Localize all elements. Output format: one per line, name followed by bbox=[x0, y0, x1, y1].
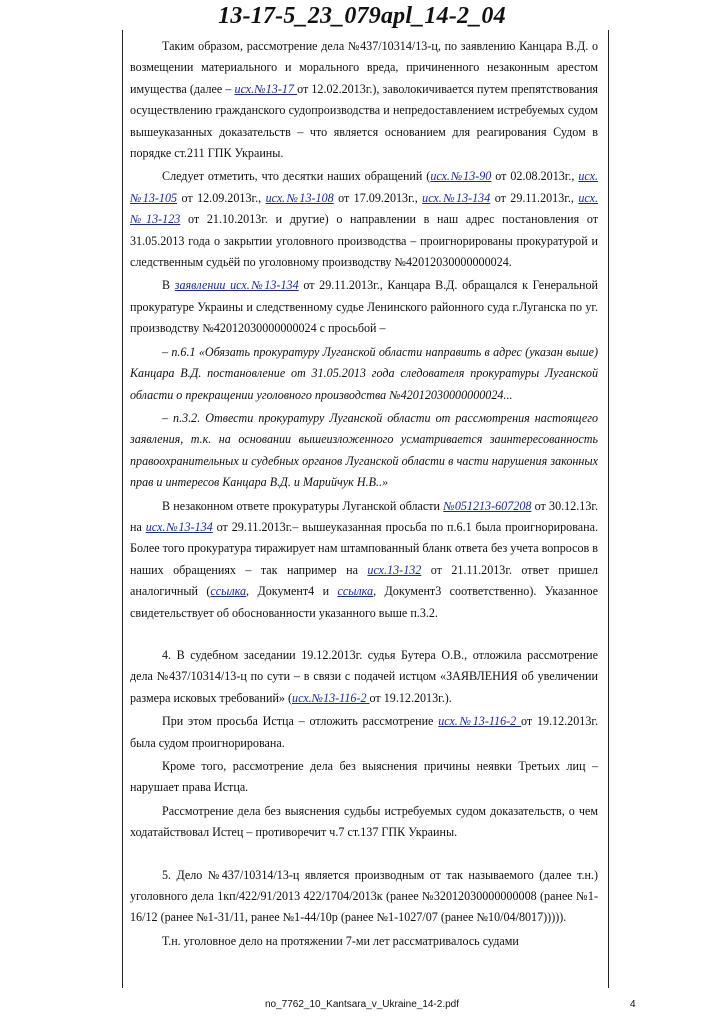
quoted-paragraph bbox=[130, 408, 598, 494]
paragraph-text: от 21.11.2013г. ответ пришел аналогичный ( bbox=[130, 562, 599, 599]
document-link[interactable]: исх.13-132 bbox=[367, 562, 422, 577]
body-paragraph bbox=[130, 645, 598, 709]
document-link[interactable]: исх.№13-17 bbox=[234, 81, 298, 96]
body-paragraph bbox=[130, 756, 598, 799]
paragraph-text: от 12.02.2013г.), заволокичивается путем препятствования осуществлению гражданского судопроизводства и непредоставлением истребуемых судом вышеуказанных доказательств – что является основанием для реагирования Судом в порядке ст.211 ГПК Украины. bbox=[130, 81, 598, 161]
body-paragraph bbox=[130, 711, 598, 754]
paragraph-text: от 02.08.2013г., bbox=[491, 169, 579, 184]
paragraph-text: от 21.10.2013г. и другие) о направлении в наш адрес постановления от 31.05.2013 года о закрытии уголовного производства – проигнорированы прокуратурой и следственным судьёй по уголовному производству №42012030000000024. bbox=[130, 212, 598, 270]
paragraph-text: – п.6.1 «Обязать прокуратуру Луганской области направить в адрес (указан выше) Канцара В.Д. постановление от 31.05.2013 года следователя прокуратуры Луганской области о прекращении уголовного производства №42012030000000024... bbox=[130, 344, 598, 402]
paragraph-text: от 19.12.2013г. была судом проигнорирована. bbox=[130, 714, 598, 750]
document-link[interactable]: исх.№13-116-2 bbox=[438, 714, 521, 729]
paragraph-text: от 29.11.2013г.– вышеуказанная просьба по п.6.1 была проигнорирована. Более того прокуратура тиражирует нам штампованный бланк ответа без учета вопросов в наших обращениях – так например на bbox=[130, 519, 599, 577]
paragraph-text: , Документ3 соответственно). Указанное свидетельствует об обоснованности указанного выше п.3.2. bbox=[130, 584, 599, 620]
document-body bbox=[130, 34, 598, 952]
document-link[interactable]: исх.№13-134 bbox=[145, 519, 213, 534]
paragraph-text: В bbox=[162, 278, 175, 293]
body-paragraph bbox=[130, 36, 598, 164]
document-link[interactable]: исх.№13-116-2 bbox=[292, 690, 370, 705]
paragraph-text: от 12.09.2013г., bbox=[177, 190, 266, 205]
document-link[interactable]: исх.№13-108 bbox=[265, 190, 334, 205]
document-link[interactable]: ссылка bbox=[337, 584, 374, 599]
paragraph-text: Рассмотрение дела без выяснения судьбы истребуемых судом доказательств, о чем ходатайствовал Истец – противоречит ч.7 ст.137 ГПК Украины. bbox=[130, 803, 598, 840]
footer-page-number: 4 bbox=[630, 999, 636, 1010]
paragraph-text: Таким образом, рассмотрение дела №437/10314/13-ц, по заявлению Канцара В.Д. о возмещении материального и морального вреда, причиненного незаконным арестом имущества (далее – bbox=[130, 39, 598, 96]
body-paragraph bbox=[130, 801, 598, 844]
paragraph-text: от 17.09.2013г., bbox=[333, 190, 423, 205]
paragraph-text: от 30.12.13г. на bbox=[130, 498, 598, 534]
document-link[interactable]: исх.№13-105 bbox=[130, 169, 598, 205]
document-link[interactable]: исх.№13-134 bbox=[422, 190, 491, 205]
document-link[interactable]: №051213-607208 bbox=[443, 498, 532, 513]
body-paragraph bbox=[130, 166, 598, 273]
paragraph-text: Следует отметить, что десятки наших обращений ( bbox=[162, 169, 431, 184]
body-paragraph bbox=[130, 865, 598, 929]
paragraph-text: от 29.11.2013г., bbox=[490, 190, 579, 205]
paragraph-text: от 19.12.2013г.). bbox=[369, 690, 452, 705]
quoted-paragraph bbox=[130, 342, 598, 406]
paragraph-text: , Документ4 и bbox=[246, 584, 338, 599]
paragraph-text: При этом просьба Истца – отложить рассмотрение bbox=[162, 714, 439, 729]
paragraph-text: – п.3.2. Отвести прокуратуру Луганской области от рассмотрения настоящего заявления, т.к. на основании вышеизложенного усматривается заинтересованность правоохранительных и судебных органов Луганской области в части нарушения законных прав и интересов Канцара В.Д. и Марийчук Н.В..» bbox=[130, 410, 598, 490]
paragraph-text: В незаконном ответе прокуратуры Луганской области bbox=[162, 498, 444, 513]
body-paragraph bbox=[130, 275, 598, 339]
document-link[interactable]: исх.№13-123 bbox=[130, 190, 598, 227]
footer-filename: no_7762_10_Kantsara_v_Ukraine_14-2.pdf bbox=[264, 999, 460, 1010]
body-paragraph bbox=[130, 496, 598, 624]
document-link[interactable]: ссылка bbox=[210, 584, 247, 599]
body-paragraph bbox=[130, 931, 598, 952]
document-header-title: 13-17-5_23_079apl_14-2_04 bbox=[218, 3, 506, 29]
paragraph-text: Т.н. уголовное дело на протяжении 7-ми лет рассматривалось судами bbox=[162, 933, 519, 948]
paragraph-text: 5. Дело №437/10314/13-ц является производным от так называемого (далее т.н.) уголовного дела 1кп/422/91/2013 422/1704/2013к (ранее №32012030000000008 (ранее №1-16/12 (ранее №1-31/11, ранее №1-44/10р (ранее №1-1027/07 (ранее №10/04/8017))))). bbox=[130, 867, 598, 925]
paragraph-text: Кроме того, рассмотрение дела без выяснения причины неявки Третьих лиц – нарушает права Истца. bbox=[130, 759, 598, 795]
document-link[interactable]: заявлении исх.№13-134 bbox=[174, 278, 299, 293]
paragraph-text: 4. В судебном заседании 19.12.2013г. судья Бутера О.В., отложила рассмотрение дела №437/10314/13-ц по сути – в связи с подачей истцом «ЗАЯВЛЕНИЯ об увеличении размера исковых требований» ( bbox=[130, 647, 598, 705]
paragraph-text: от 29.11.2013г., Канцара В.Д. обращался к Генеральной прокуратуре Украины и следственному судье Ленинского районного суда г.Луганска по уг. производству №42012030000000024 с просьбой – bbox=[130, 278, 598, 336]
document-link[interactable]: исх.№13-90 bbox=[430, 169, 492, 184]
